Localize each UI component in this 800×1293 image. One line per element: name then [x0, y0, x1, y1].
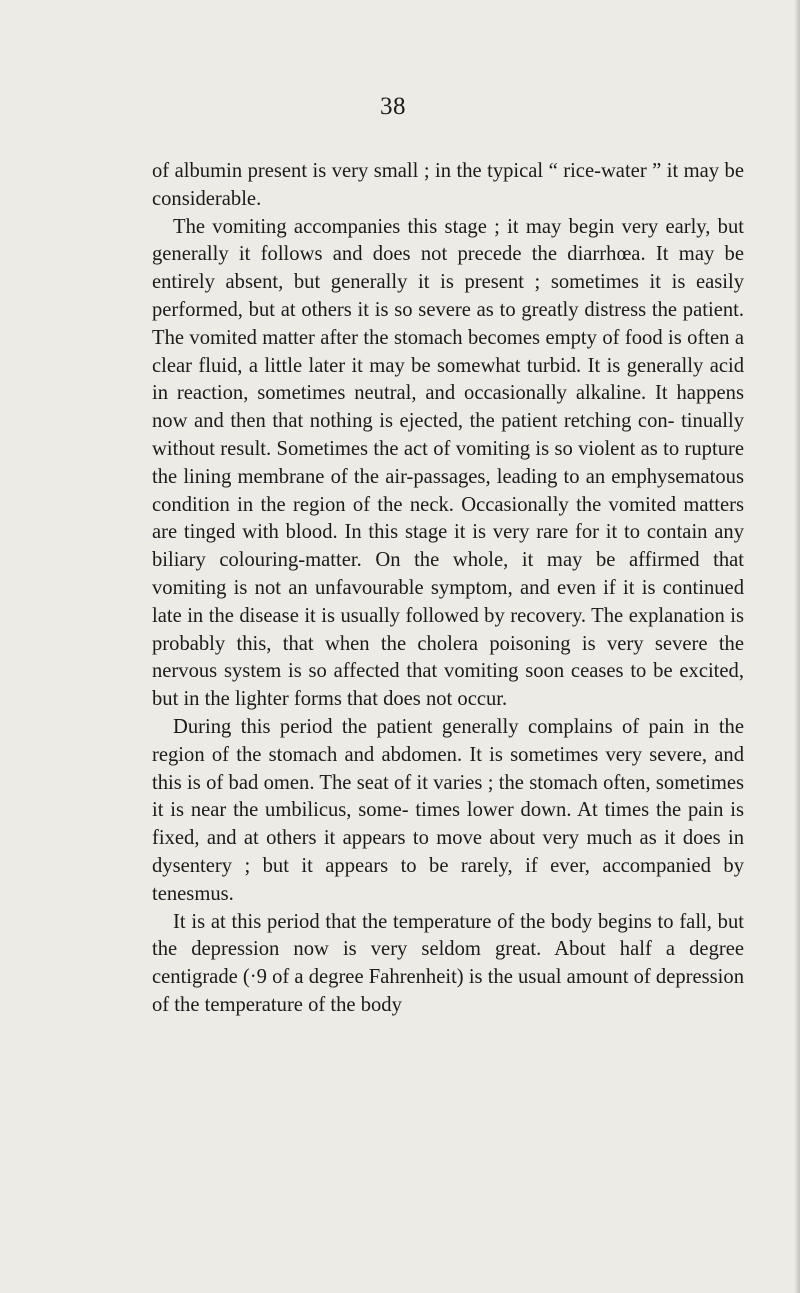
body-text [152, 158, 744, 1020]
paragraph-4: It is at this period that the temperature of the body begins to fall, but the depression now is very seldom great. About half a degree centigrade (·9 of a degree Fahrenheit) is the usual amount of depression of the temperature of the body [152, 910, 744, 1016]
paragraph-3: During this period the patient generally complains of pain in the region of the stomach and abdomen. It is sometimes very severe, and this is of bad omen. The seat of it varies ; the stomach often, sometimes it is near the umbilicus, some- times lower down. At times the pain is fixed, and at others it appears to move about very much as it does in dysentery ; but it appears to be rarely, if ever, accompanied by tenesmus. [152, 715, 744, 905]
paragraph-1: of albumin present is very small ; in the typical “ rice-water ” it may be considerable. [152, 160, 744, 210]
paragraph-2: The vomiting accompanies this stage ; it may begin very early, but generally it follows and does not precede the diarrhœa. It may be entirely absent, but generally it is present ; sometimes it is easily performed, but at others it is so severe as to greatly distress the patient. The vomited matter after the stomach becomes empty of food is often a clear fluid, a little later it may be somewhat turbid. It is generally acid in reaction, sometimes neutral, and occasionally alkaline. It happens now and then that nothing is ejected, the patient retching con- tinually without result. Sometimes the act of vomiting is so violent as to rupture the lining membrane of the air-passages, leading to an emphysematous condition in the region of the neck. Occasionally the vomited matters are tinged with blood. In this stage it is very rare for it to contain any biliary colouring-matter. On the whole, it may be affirmed that vomiting is not an unfavourable symptom, and even if it is continued late in the disease it is usually followed by recovery. The explanation is probably this, that when the cholera poisoning is very severe the nervous system is so affected that vomiting soon ceases to be excited, but in the lighter forms that does not occur. [152, 215, 744, 711]
page-edge-shadow [794, 0, 800, 1293]
page-number: 38 [380, 93, 406, 120]
